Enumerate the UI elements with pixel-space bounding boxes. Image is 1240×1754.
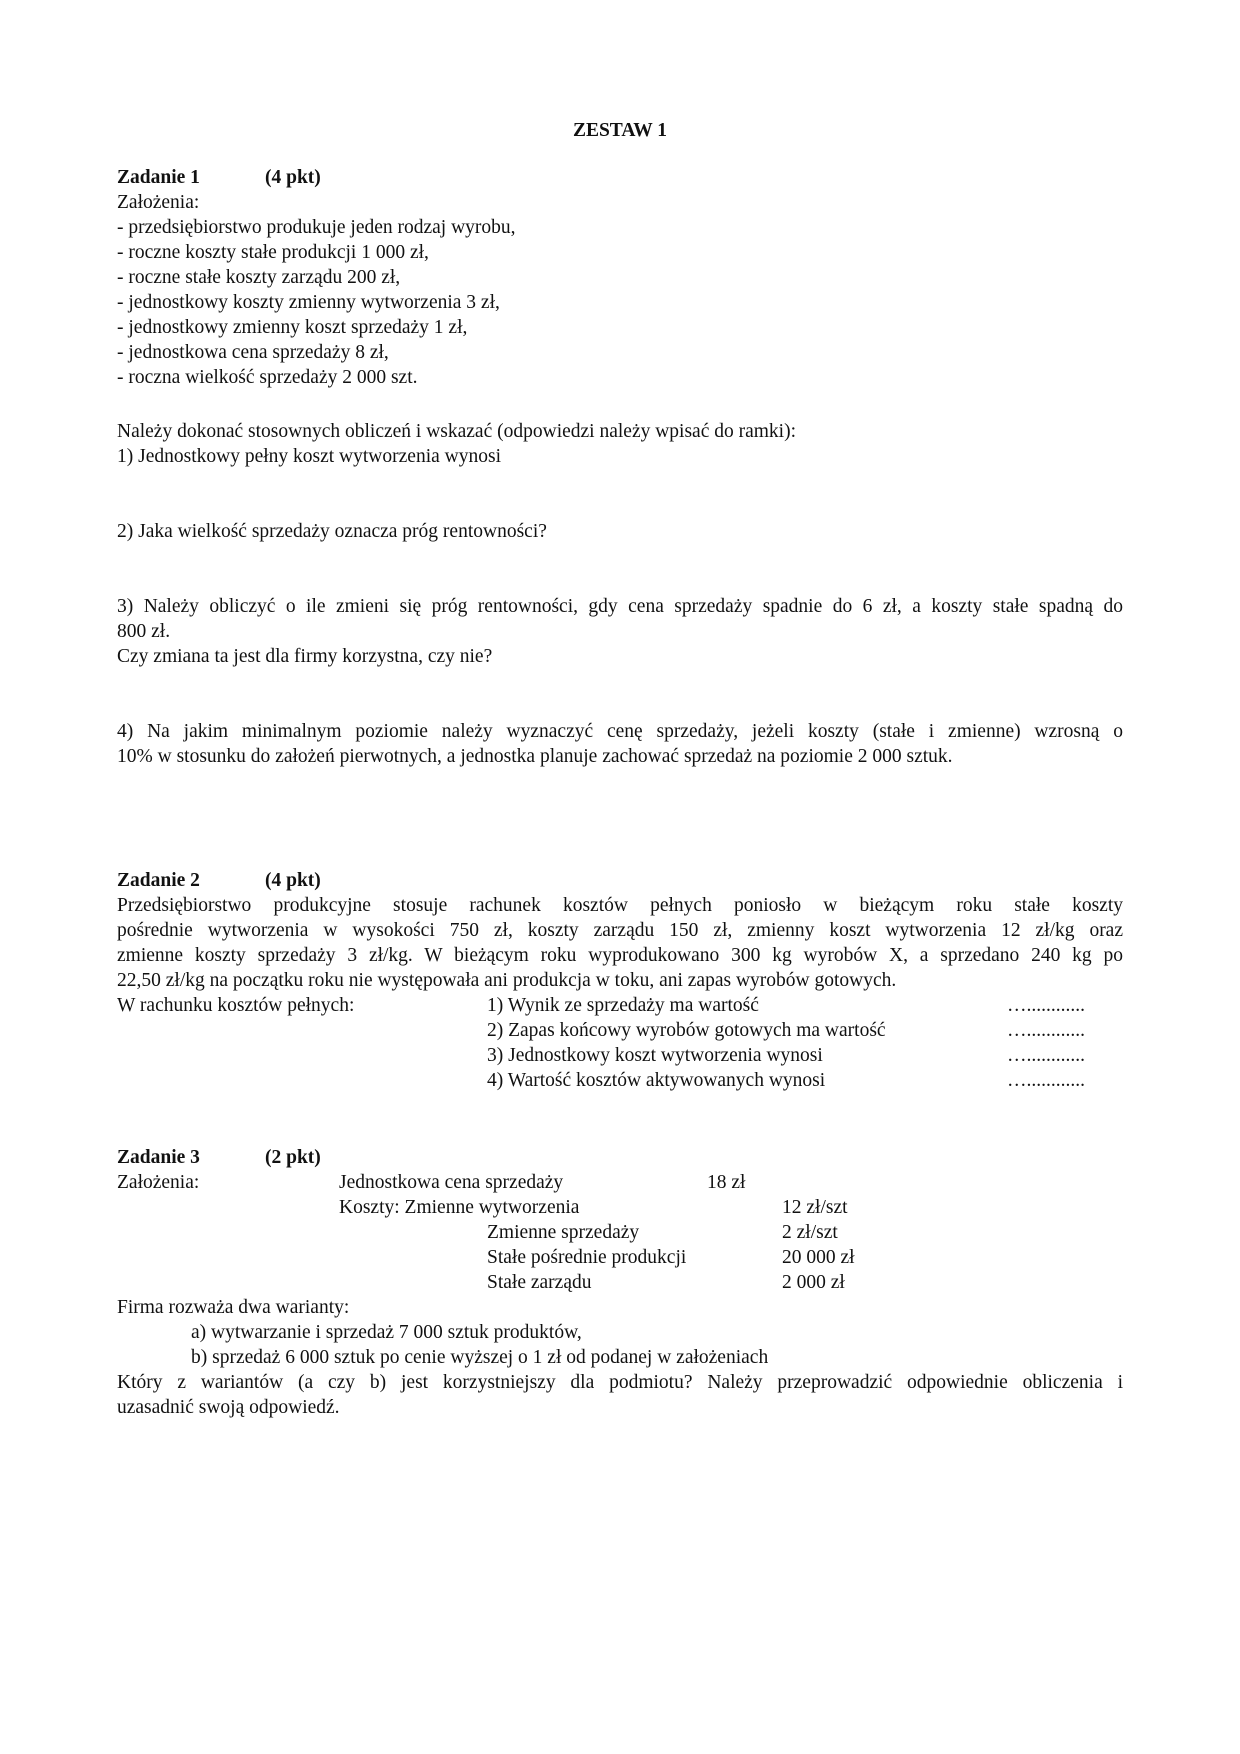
task3-points: (2 pkt) — [265, 1147, 321, 1168]
task3-variants-intro: Firma rozważa dwa warianty: — [117, 1297, 350, 1318]
task2-text-line: Przedsiębiorstwo produkcyjne stosuje rachunek kosztów pełnych poniosło w bieżącym roku stałe koszty — [117, 895, 1123, 916]
task3-variant-a: a) wytwarzanie i sprzedaż 7 000 sztuk produktów, — [191, 1322, 582, 1343]
task1-assumption: - roczne stałe koszty zarządu 200 zł, — [117, 267, 401, 288]
task1-assumption: - roczne koszty stałe produkcji 1 000 zł, — [117, 242, 429, 263]
task3-fixed-prod-label: Stałe pośrednie produkcji — [487, 1247, 687, 1268]
task1-assumptions-label: Założenia: — [117, 192, 200, 213]
task2-text-line: pośrednie wytworzenia w wysokości 750 zł, koszty zarządu 150 zł, zmienny koszt wytworzenia 12 zł/kg oraz — [117, 920, 1123, 941]
task1-question-3-line: 800 zł. — [117, 621, 171, 642]
task3-var-sales-value: 2 zł/szt — [782, 1222, 838, 1243]
task3-price-label: Jednostkowa cena sprzedaży — [339, 1172, 564, 1193]
task1-assumption: - jednostkowa cena sprzedaży 8 zł, — [117, 342, 389, 363]
task2-heading — [117, 868, 321, 893]
task1-question-3-line: Czy zmiana ta jest dla firmy korzystna, czy nie? — [117, 646, 493, 667]
task2-answer-blank: …............ — [1007, 1020, 1085, 1041]
task3-fixed-prod-value: 20 000 zł — [782, 1247, 855, 1268]
task2-item: 1) Wynik ze sprzedaży ma wartość — [487, 995, 759, 1016]
task3-costs-value: 12 zł/szt — [782, 1197, 848, 1218]
task2-item: 2) Zapas końcowy wyrobów gotowych ma wartość — [487, 1020, 886, 1041]
task2-answer-blank: …............ — [1007, 1045, 1085, 1066]
task1-instruction: Należy dokonać stosownych obliczeń i wskazać (odpowiedzi należy wpisać do ramki): — [117, 421, 797, 442]
task3-question-line: Który z wariantów (a czy b) jest korzystniejszy dla podmiotu? Należy przeprowadzić odpowiednie obliczenia i — [117, 1372, 1123, 1393]
task3-fixed-admin-label: Stałe zarządu — [487, 1272, 592, 1293]
task2-item: 4) Wartość kosztów aktywowanych wynosi — [487, 1070, 826, 1091]
task1-heading — [117, 165, 321, 190]
page-title: ZESTAW 1 — [572, 120, 668, 141]
task3-variant-b: b) sprzedaż 6 000 sztuk po cenie wyższej o 1 zł od podanej w założeniach — [191, 1347, 769, 1368]
document-page — [117, 0, 1123, 1754]
task2-item: 3) Jednostkowy koszt wytworzenia wynosi — [487, 1045, 823, 1066]
task1-points: (4 pkt) — [265, 167, 321, 188]
task1-question-2: 2) Jaka wielkość sprzedaży oznacza próg rentowności? — [117, 521, 547, 542]
task3-fixed-admin-value: 2 000 zł — [782, 1272, 845, 1293]
task3-costs-label: Koszty: Zmienne wytworzenia — [339, 1197, 580, 1218]
task3-heading — [117, 1145, 321, 1170]
task1-assumption: - roczna wielkość sprzedaży 2 000 szt. — [117, 367, 418, 388]
task1-question-3-line: 3) Należy obliczyć o ile zmieni się próg rentowności, gdy cena sprzedaży spadnie do 6 zł, a koszty stałe spadną do — [117, 596, 1123, 617]
task2-answer-blank: …............ — [1007, 1070, 1085, 1091]
task2-points: (4 pkt) — [265, 870, 321, 891]
task1-question-1: 1) Jednostkowy pełny koszt wytworzenia wynosi — [117, 446, 501, 467]
task2-text-line: zmienne koszty sprzedaży 3 zł/kg. W bieżącym roku wyprodukowano 300 kg wyrobów X, a sprzedano 240 kg po — [117, 945, 1123, 966]
task2-text-line: 22,50 zł/kg na początku roku nie występowała ani produkcja w toku, ani zapas wyrobów gotowych. — [117, 970, 897, 991]
task2-calc-label: W rachunku kosztów pełnych: — [117, 995, 355, 1016]
task1-question-4-line: 10% w stosunku do założeń pierwotnych, a jednostka planuje zachować sprzedaż na poziomie 2 000 sztuk. — [117, 746, 953, 767]
task3-var-sales-label: Zmienne sprzedaży — [487, 1222, 640, 1243]
task1-assumption: - jednostkowy zmienny koszt sprzedaży 1 zł, — [117, 317, 468, 338]
task2-title: Zadanie 2 — [117, 870, 200, 891]
task1-question-4-line: 4) Na jakim minimalnym poziomie należy wyznaczyć cenę sprzedaży, jeżeli koszty (stałe i zmienne) wzrosną o — [117, 721, 1123, 742]
task1-title: Zadanie 1 — [117, 167, 200, 188]
task3-title: Zadanie 3 — [117, 1147, 200, 1168]
task2-answer-blank: …............ — [1007, 995, 1085, 1016]
task3-price-value: 18 zł — [707, 1172, 746, 1193]
task1-assumption: - jednostkowy koszty zmienny wytworzenia 3 zł, — [117, 292, 500, 313]
task3-assumptions-label: Założenia: — [117, 1172, 200, 1193]
task3-question-line: uzasadnić swoją odpowiedź. — [117, 1397, 340, 1418]
task1-assumption: - przedsiębiorstwo produkuje jeden rodzaj wyrobu, — [117, 217, 516, 238]
